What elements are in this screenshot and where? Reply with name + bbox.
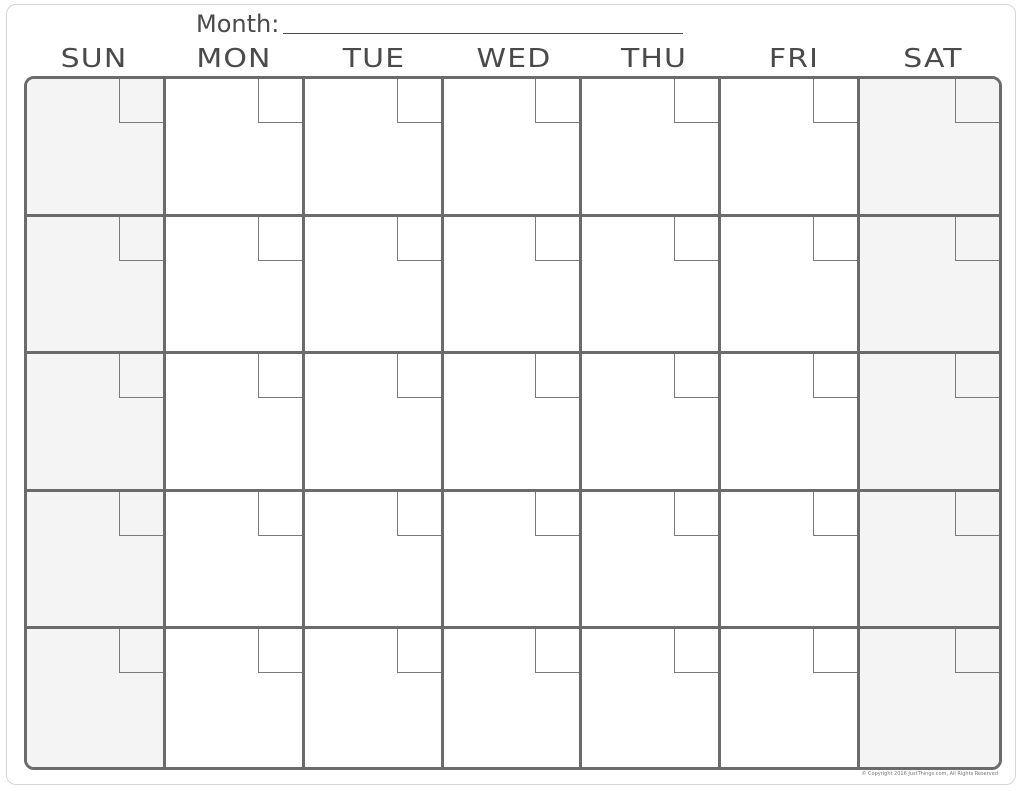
calendar-day-cell — [582, 354, 721, 492]
calendar-day-cell — [860, 79, 999, 217]
calendar-day-cell — [860, 629, 999, 767]
calendar-day-cell — [721, 217, 860, 355]
calendar-day-cell — [582, 629, 721, 767]
day-header-thu: THU — [620, 44, 688, 74]
date-number-box — [258, 217, 302, 261]
date-number-box — [119, 79, 163, 123]
copyright-notice: © Copyright 2016 JustThings.com, All Rights Reserved — [861, 771, 998, 777]
calendar-day-cell — [305, 354, 444, 492]
date-number-box — [397, 217, 441, 261]
calendar-day-cell — [166, 79, 305, 217]
date-number-box — [674, 354, 718, 398]
calendar-day-cell — [27, 217, 166, 355]
calendar-day-cell — [166, 217, 305, 355]
date-number-box — [535, 217, 579, 261]
date-number-box — [258, 354, 302, 398]
calendar-day-cell — [444, 79, 583, 217]
date-number-box — [813, 492, 857, 536]
calendar-day-cell — [721, 629, 860, 767]
date-number-box — [674, 217, 718, 261]
date-number-box — [535, 492, 579, 536]
calendar-day-cell — [305, 79, 444, 217]
date-number-box — [258, 492, 302, 536]
date-number-box — [258, 79, 302, 123]
month-field — [196, 8, 683, 38]
calendar-day-cell — [27, 354, 166, 492]
calendar-day-cell — [305, 629, 444, 767]
calendar-day-cell — [166, 354, 305, 492]
date-number-box — [955, 354, 999, 398]
date-number-box — [397, 492, 441, 536]
calendar-day-cell — [27, 492, 166, 630]
date-number-box — [955, 217, 999, 261]
calendar-day-cell — [721, 354, 860, 492]
date-number-box — [397, 629, 441, 673]
day-header-sun: SUN — [60, 44, 128, 74]
date-number-box — [813, 217, 857, 261]
day-header-sat: SAT — [903, 44, 963, 74]
date-number-box — [955, 629, 999, 673]
date-number-box — [119, 629, 163, 673]
date-number-box — [955, 492, 999, 536]
date-number-box — [397, 79, 441, 123]
calendar-day-cell — [860, 217, 999, 355]
date-number-box — [674, 79, 718, 123]
date-number-box — [674, 629, 718, 673]
date-number-box — [813, 629, 857, 673]
day-header-mon: MON — [196, 44, 272, 74]
date-number-box — [397, 354, 441, 398]
date-number-box — [813, 79, 857, 123]
date-number-box — [119, 217, 163, 261]
calendar-day-cell — [582, 492, 721, 630]
day-header-fri: FRI — [768, 44, 820, 74]
calendar-day-cell — [444, 354, 583, 492]
calendar-day-cell — [305, 492, 444, 630]
day-header-tue: TUE — [342, 44, 406, 74]
calendar-day-cell — [582, 217, 721, 355]
date-number-box — [813, 354, 857, 398]
calendar-day-cell — [444, 217, 583, 355]
date-number-box — [119, 354, 163, 398]
calendar-day-cell — [721, 492, 860, 630]
date-number-box — [535, 629, 579, 673]
day-header-wed: WED — [476, 44, 552, 74]
calendar-day-cell — [27, 79, 166, 217]
month-write-line — [283, 9, 683, 34]
calendar-day-cell — [166, 492, 305, 630]
calendar-day-cell — [444, 629, 583, 767]
calendar-day-cell — [582, 79, 721, 217]
date-number-box — [674, 492, 718, 536]
date-number-box — [955, 79, 999, 123]
date-number-box — [535, 354, 579, 398]
calendar-day-cell — [27, 629, 166, 767]
date-number-box — [258, 629, 302, 673]
date-number-box — [535, 79, 579, 123]
calendar-grid — [24, 76, 1002, 770]
month-label: Month: — [196, 10, 280, 38]
calendar-day-cell — [721, 79, 860, 217]
date-number-box — [119, 492, 163, 536]
calendar-day-cell — [860, 492, 999, 630]
calendar-day-cell — [166, 629, 305, 767]
calendar-day-cell — [444, 492, 583, 630]
calendar-day-cell — [860, 354, 999, 492]
calendar-day-cell — [305, 217, 444, 355]
